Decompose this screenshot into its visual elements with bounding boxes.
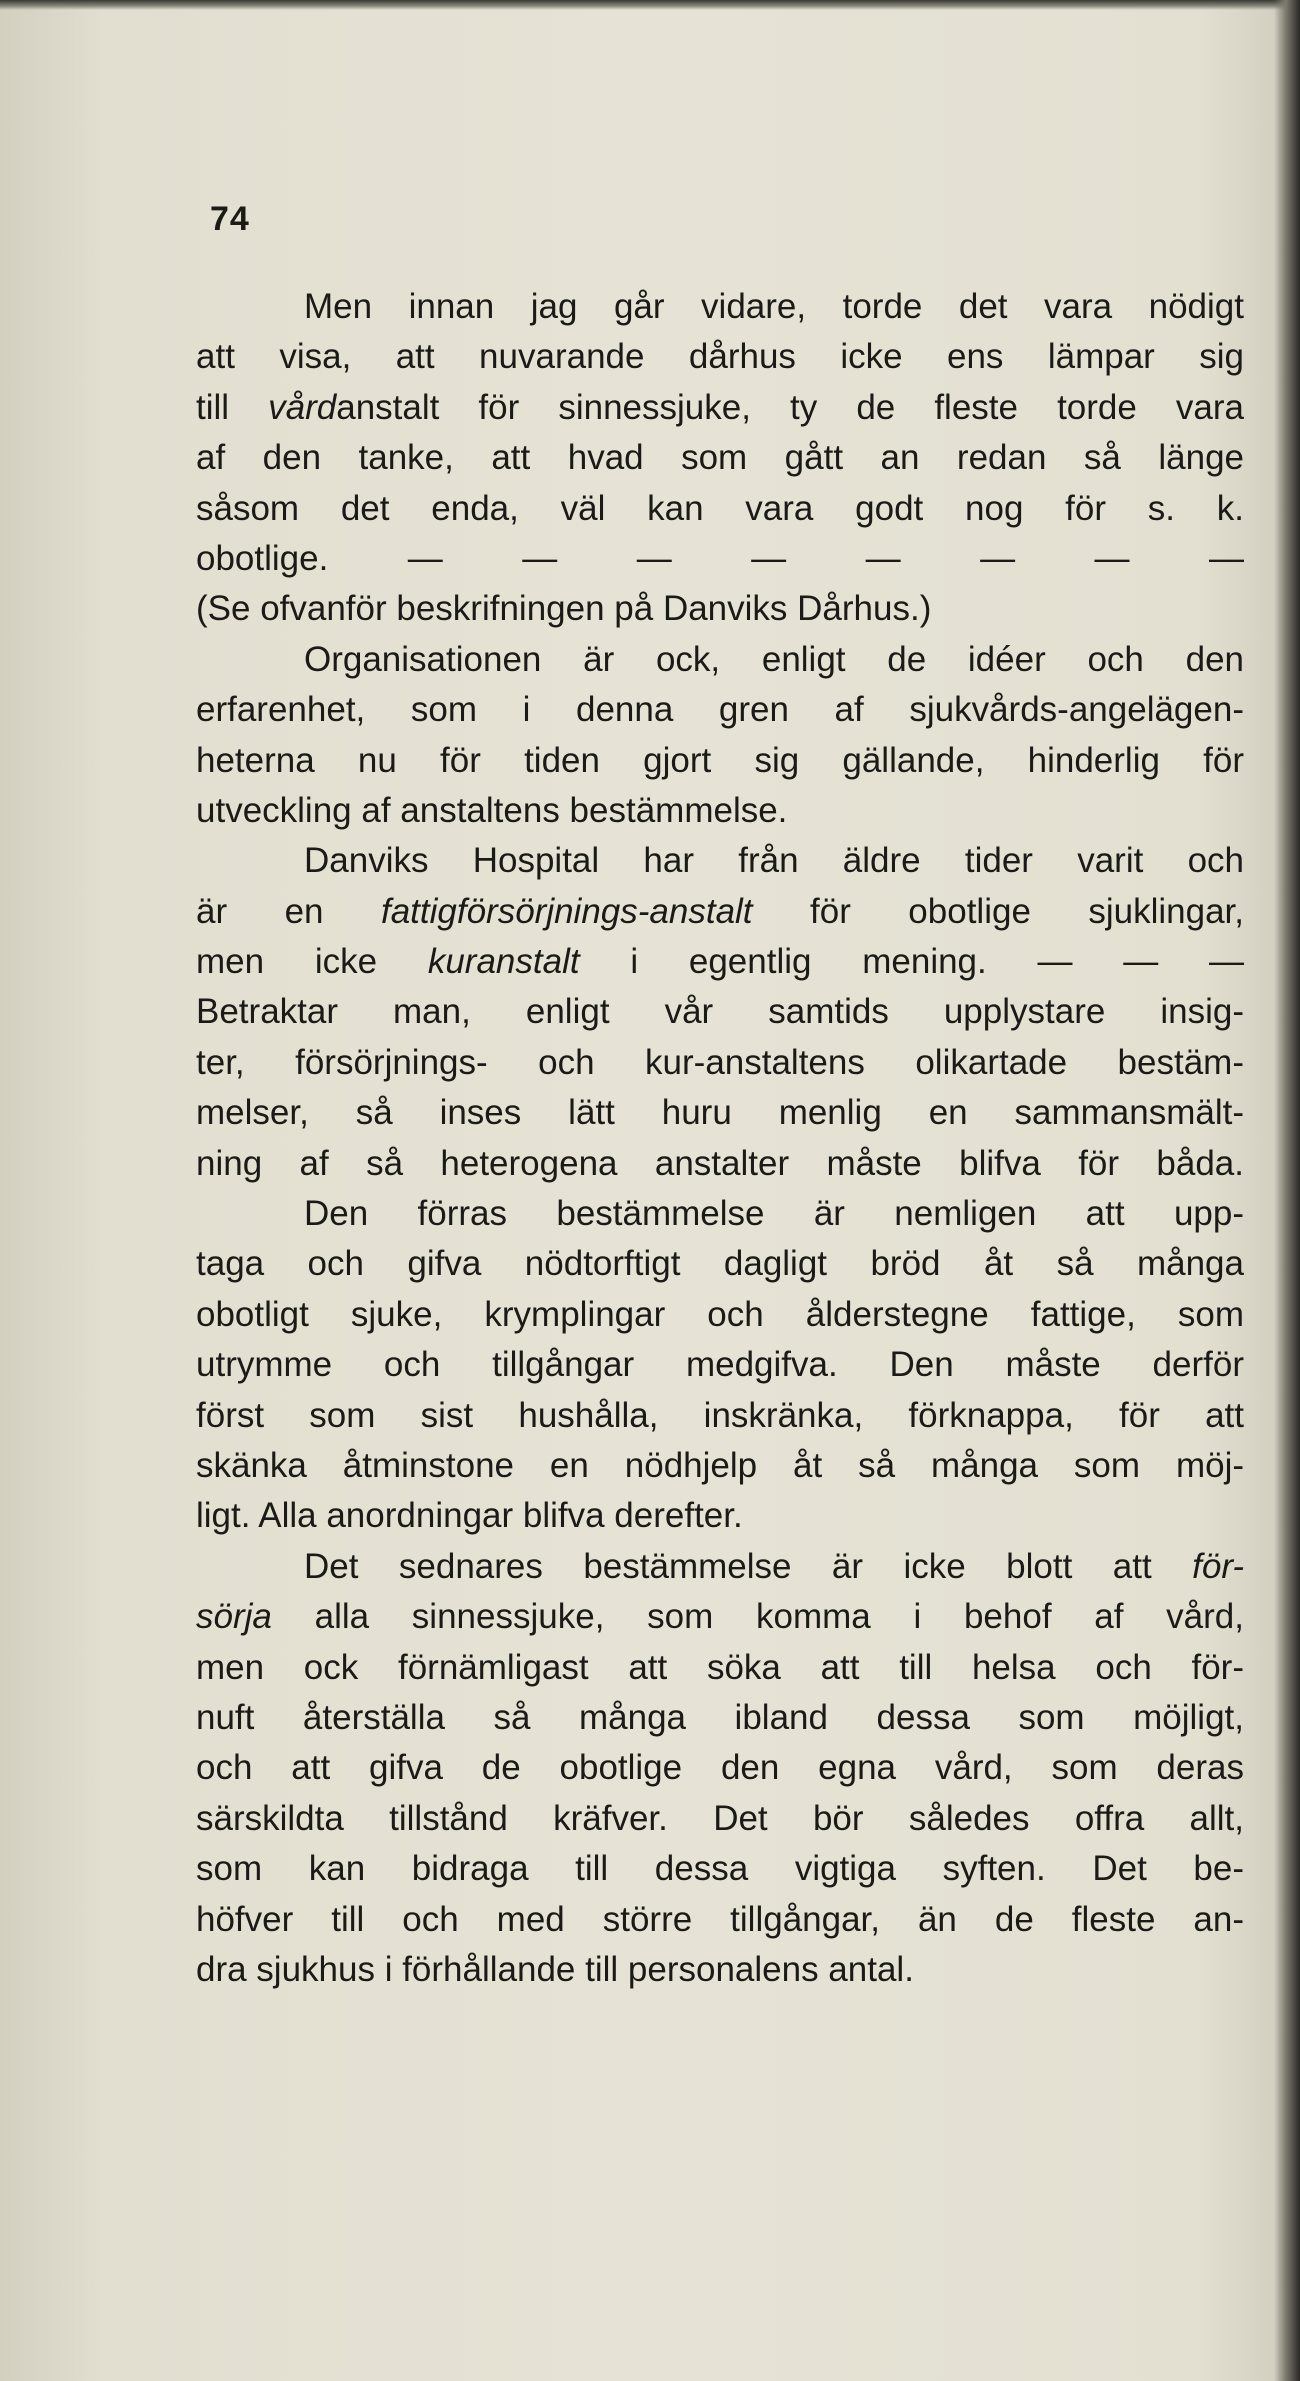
page-number: 74 <box>210 200 250 238</box>
page-top-shadow <box>0 0 1300 10</box>
text-line: Organisationen är ock, enligt de idéer och den <box>304 639 1244 679</box>
body-text <box>196 282 1244 1995</box>
text-line: utveckling af anstaltens bestämmelse. <box>196 790 788 830</box>
text-line: till vårdanstalt för sinnessjuke, ty de fleste torde vara <box>196 387 1245 427</box>
text-line: först som sist hushålla, inskränka, förknappa, för att <box>196 1395 1244 1435</box>
italic-word: kuranstalt <box>427 942 580 982</box>
text-line: som kan bidraga till dessa vigtiga syften. Det be- <box>196 1849 1244 1889</box>
text-line: heterna nu för tiden gjort sig gällande, hinderlig för <box>196 740 1244 780</box>
text-line: höfver till och med större tillgångar, än de fleste an- <box>196 1899 1244 1939</box>
text-line: (Se ofvanför beskrifningen på Danviks Dårhus.) <box>196 589 932 629</box>
text-line: ligt. Alla anordningar blifva derefter. <box>196 1496 743 1536</box>
text-line: taga och gifva nödtorftigt dagligt bröd åt så många <box>196 1244 1244 1284</box>
text-line: obotligt sjuke, krymplingar och ålderstegne fattige, som <box>196 1294 1244 1334</box>
text-line: men ock förnämligast att söka att till helsa och för- <box>196 1647 1244 1687</box>
text-line: ter, försörjnings- och kur-anstaltens olikartade bestäm- <box>196 1042 1244 1082</box>
text-line: af den tanke, att hvad som gått an redan så länge <box>196 438 1244 478</box>
text-line: Den förras bestämmelse är nemligen att upp- <box>304 1194 1244 1234</box>
text-line: såsom det enda, väl kan vara godt nog för s. k. <box>196 488 1244 528</box>
text-line: melser, så inses lätt huru menlig en sammansmält- <box>196 1093 1244 1133</box>
text-line: obotlige. — — — — — — — — <box>196 538 1244 578</box>
italic-word: vård <box>268 387 337 427</box>
text-line: men icke kuranstalt i egentlig mening. — — — <box>196 942 1244 982</box>
italic-word: sörja <box>196 1597 272 1637</box>
text-line: sörja alla sinnessjuke, som komma i behof af vård, <box>196 1597 1244 1637</box>
text-line: skänka åtminstone en nödhjelp åt så många som möj- <box>196 1445 1244 1485</box>
italic-word: för- <box>1192 1546 1244 1586</box>
text-line: särskildta tillstånd kräfver. Det bör således offra allt, <box>196 1798 1244 1838</box>
italic-phrase: fattigförsörjnings-anstalt <box>380 891 753 931</box>
text-line: utrymme och tillgångar medgifva. Den måste derför <box>196 1345 1244 1385</box>
text-line: och att gifva de obotlige den egna vård, som deras <box>196 1748 1244 1788</box>
text-line: Danviks Hospital har från äldre tider varit och <box>304 841 1244 881</box>
text-line: Det sednares bestämmelse är icke blott att för- <box>304 1546 1244 1586</box>
text-line: Men innan jag går vidare, torde det vara nödigt <box>304 287 1244 326</box>
text-line: Betraktar man, enligt vår samtids upplystare insig- <box>196 992 1244 1032</box>
text-line: är en fattigförsörjnings-anstalt för obotlige sjuklingar, <box>196 891 1244 931</box>
page-binding-shadow <box>1274 0 1300 2381</box>
text-line: dra sjukhus i förhållande till personalens antal. <box>196 1949 914 1989</box>
text-line: att visa, att nuvarande dårhus icke ens lämpar sig <box>196 337 1244 377</box>
text-line: nuft återställa så många ibland dessa som möjligt, <box>196 1697 1244 1737</box>
text-line: erfarenhet, som i denna gren af sjukvårds-angelägen- <box>196 690 1244 730</box>
text-line: ning af så heterogena anstalter måste blifva för båda. <box>196 1143 1244 1183</box>
